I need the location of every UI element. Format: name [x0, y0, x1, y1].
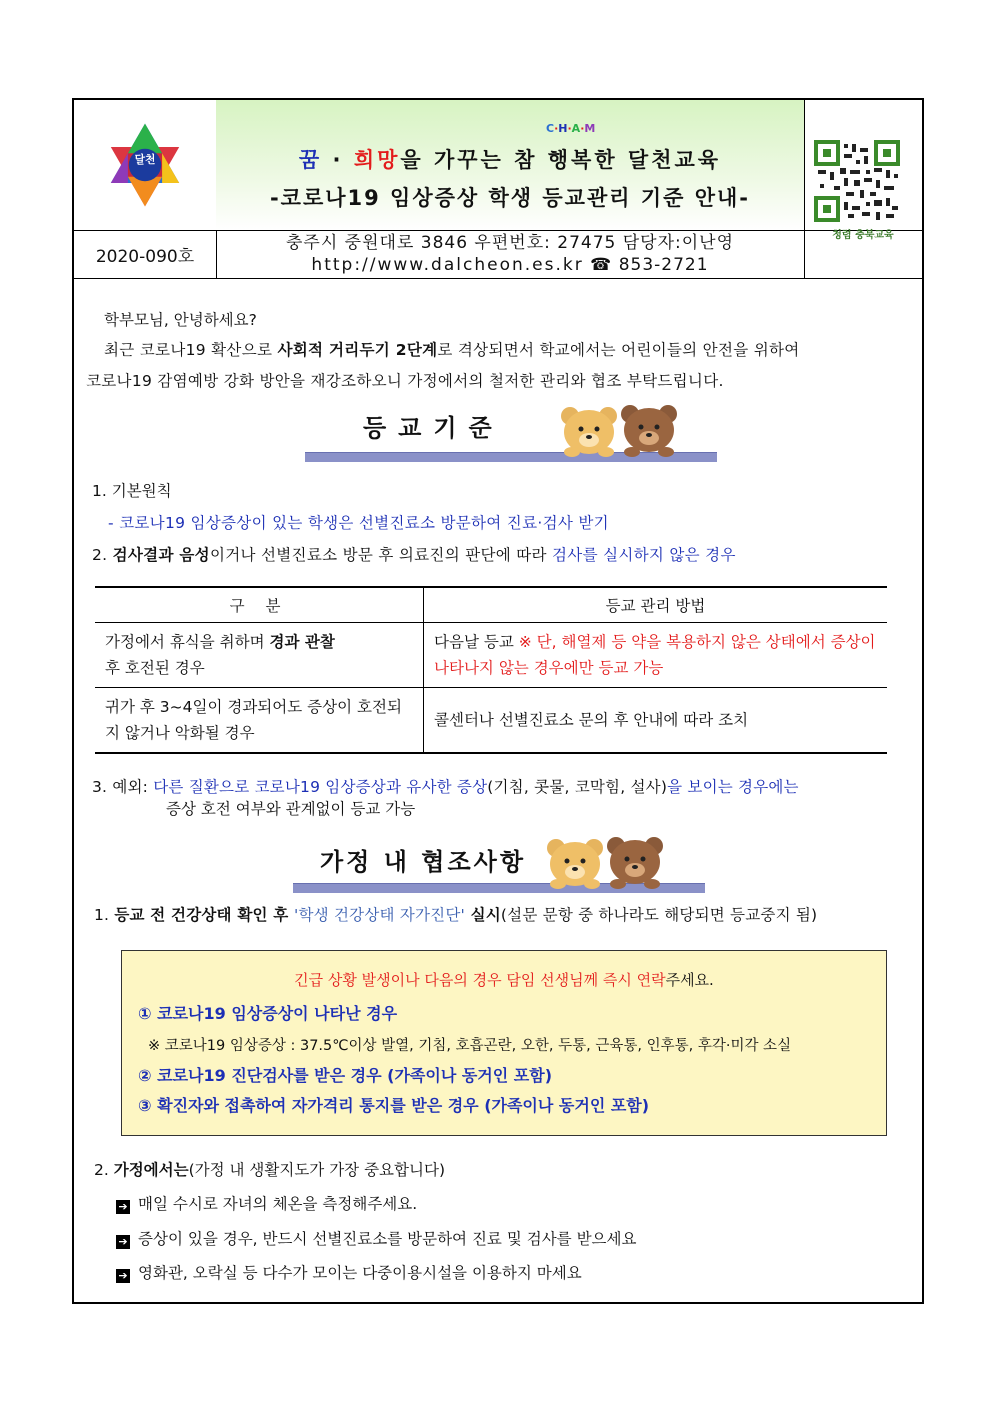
table-cell-category: 귀가 후 3~4일이 경과되어도 증상이 호전되지 않거나 악화될 경우: [95, 688, 424, 754]
logo-text: 달천: [134, 153, 156, 167]
phone-number: 853-2721: [618, 255, 709, 275]
phone-icon: ☎: [590, 255, 613, 275]
table-row: [95, 623, 887, 688]
school-logo: [74, 100, 216, 230]
star-logo-icon: [100, 120, 190, 210]
title-line-2: -코로나19 임상증상 학생 등교관리 기준 안내-: [269, 186, 751, 210]
qr-code-icon: [814, 140, 900, 222]
attendance-criteria-table: [95, 586, 887, 754]
rule-1-detail: - 코로나19 임상증상이 있는 학생은 선별진료소 방문하여 진료·검사 받기: [108, 514, 609, 532]
rule-3-line-2: 증상 호전 여부와 관계없이 등교 가능: [166, 800, 416, 818]
emergency-case-3: ③ 확진자와 접촉하여 자가격리 통지를 받은 경우 (가족이나 동거인 포함): [138, 1096, 650, 1115]
home-item-2: 2. 가정에서는(가정 내 생활지도가 가장 중요합니다): [94, 1161, 445, 1179]
list-item: ➔ 매일 수시로 자녀의 체온을 측정해주세요.: [116, 1193, 417, 1215]
symptom-note: ※ 코로나19 임상증상 : 37.5℃이상 발열, 기침, 호흡곤란, 오한, 두통, 근육통, 인후통, 후각·미각 소실: [148, 1038, 792, 1054]
section-title-home-cooperation: 가정 내 협조사항: [320, 848, 526, 876]
list-item: ➔ 증상이 있을 경우, 반드시 선별진료소를 방문하여 진료 및 검사를 받으세요: [116, 1228, 636, 1250]
arrow-box-icon: ➔: [116, 1269, 130, 1283]
title-line-1: 꿈 · 희망을 가꾸는 참 행복한 달천교육: [298, 148, 722, 172]
arrow-box-icon: ➔: [116, 1200, 130, 1214]
section-title-attendance: 등교기준: [363, 414, 504, 442]
cham-text: C·H·A·M: [546, 122, 596, 135]
rule-3-exception: 3. 예외: 다른 질환으로 코로나19 임상증상과 유사한 증상(기침, 콧물, 코막힘, 설사)을 보이는 경우에는: [92, 778, 799, 796]
address-block: [216, 230, 804, 278]
address-line: 충주시 중원대로 3846 우편번호: 27475 담당자:이난영: [286, 233, 734, 253]
qr-cell: [804, 100, 922, 278]
list-item: ➔ 영화관, 오락실 등 다수가 모이는 다중이용시설을 이용하지 마세요: [116, 1262, 582, 1284]
teddy-bears-icon: [558, 404, 682, 458]
emergency-notice: 긴급 상황 발생이나 다음의 경우 담임 선생님께 즉시 연락주세요.: [294, 971, 714, 989]
qr-caption: 청렴 충북교육: [832, 230, 894, 241]
greeting: 학부모님, 안녕하세요?: [104, 311, 257, 329]
emergency-notice-box: [121, 950, 887, 1136]
title-banner: [216, 100, 804, 230]
emergency-case-1: ① 코로나19 임상증상이 나타난 경우: [138, 1004, 398, 1023]
teddy-bears-icon: [544, 836, 668, 890]
table-header-category: 구 분: [95, 587, 424, 623]
home-item-1: 1. 등교 전 건강상태 확인 후 '학생 건강상태 자가진단' 실시(설문 문항 중 하나라도 해당되면 등교중지 됨): [94, 906, 818, 924]
website-link[interactable]: http://www.dalcheon.es.kr: [311, 255, 584, 275]
emergency-case-2: ② 코로나19 진단검사를 받은 경우 (가족이나 동거인 포함): [138, 1066, 553, 1085]
table-row: [95, 688, 887, 754]
table-cell-method: 콜센터나 선별진료소 문의 후 안내에 따라 조치: [424, 688, 888, 754]
table-header-method: 등교 관리 방법: [424, 587, 888, 623]
table-cell-category: 가정에서 휴식을 취하며 경과 관찰 후 호전된 경우: [95, 623, 424, 688]
intro-line-2: 코로나19 감염예방 강화 방안을 재강조하오니 가정에서의 철저한 관리와 협조 부탁드립니다.: [86, 372, 724, 390]
intro-line-1: 최근 코로나19 확산으로 사회적 거리두기 2단계로 격상되면서 학교에서는 어린이들의 안전을 위하여: [104, 341, 800, 359]
arrow-box-icon: ➔: [116, 1235, 130, 1249]
rule-1-label: 1. 기본원칙: [92, 482, 172, 500]
table-header-row: [95, 587, 887, 623]
document-number: 2020-090호: [95, 246, 195, 267]
url-line: [216, 254, 804, 276]
table-cell-method: 다음날 등교 ※ 단, 해열제 등 약을 복용하지 않은 상태에서 증상이 나타나지 않는 경우에만 등교 가능: [424, 623, 888, 688]
rule-2-label: 2. 검사결과 음성이거나 선별진료소 방문 후 의료진의 판단에 따라 검사를 실시하지 않은 경우: [92, 546, 736, 564]
